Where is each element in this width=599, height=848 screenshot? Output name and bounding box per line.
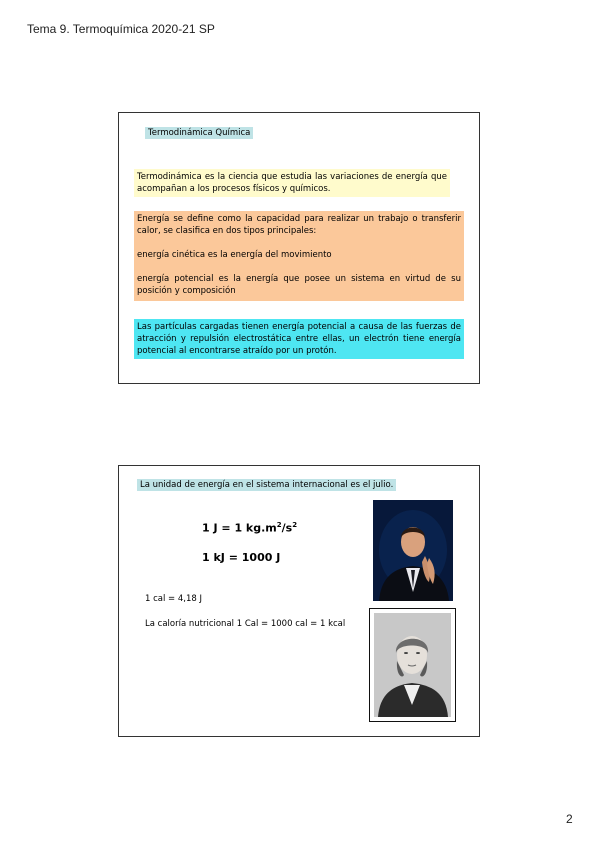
calorie-equivalence: 1 cal = 4,18 J <box>145 594 203 604</box>
slide-energy-units <box>118 465 480 737</box>
potential-energy: energía potencial es la energía que posee un sistema en virtud de su posición y composición <box>137 274 461 296</box>
energy-definition: Energía se define como la capacidad para realizar un trabajo o transferir calor, se clasifica en dos tipos principales: <box>137 214 461 236</box>
page-header: Tema 9. Termoquímica 2020-21 SP <box>27 22 215 36</box>
kinetic-energy: energía cinética es la energía del movimiento <box>137 250 332 260</box>
kilojoule-formula: 1 kJ = 1000 J <box>202 551 281 564</box>
joule-portrait-photo <box>369 608 456 722</box>
joule-formula: 1 J = 1 $kg.m^2/s^2$ <box>202 521 298 535</box>
page-number: 2 <box>566 812 573 826</box>
definition-box: Termodinámica es la ciencia que estudia las variaciones de energía que acompañan a los procesos físicos y químicos. <box>134 169 450 197</box>
julio-iglesias-photo <box>373 500 453 601</box>
slide-thermodynamics <box>118 112 480 384</box>
energy-box <box>134 211 464 301</box>
slide-title: La unidad de energía en el sistema internacional es el julio. <box>137 479 396 491</box>
particles-box: Las partículas cargadas tienen energía potencial a causa de las fuerzas de atracción y repulsión electrostática entre ellas, un electrón tiene energía potencial al encontrarse atraído por un protón. <box>134 319 464 359</box>
slide-title: Termodinámica Química <box>145 127 253 139</box>
nutritional-calorie: La caloría nutricional 1 Cal = 1000 cal = 1 kcal <box>145 619 346 629</box>
